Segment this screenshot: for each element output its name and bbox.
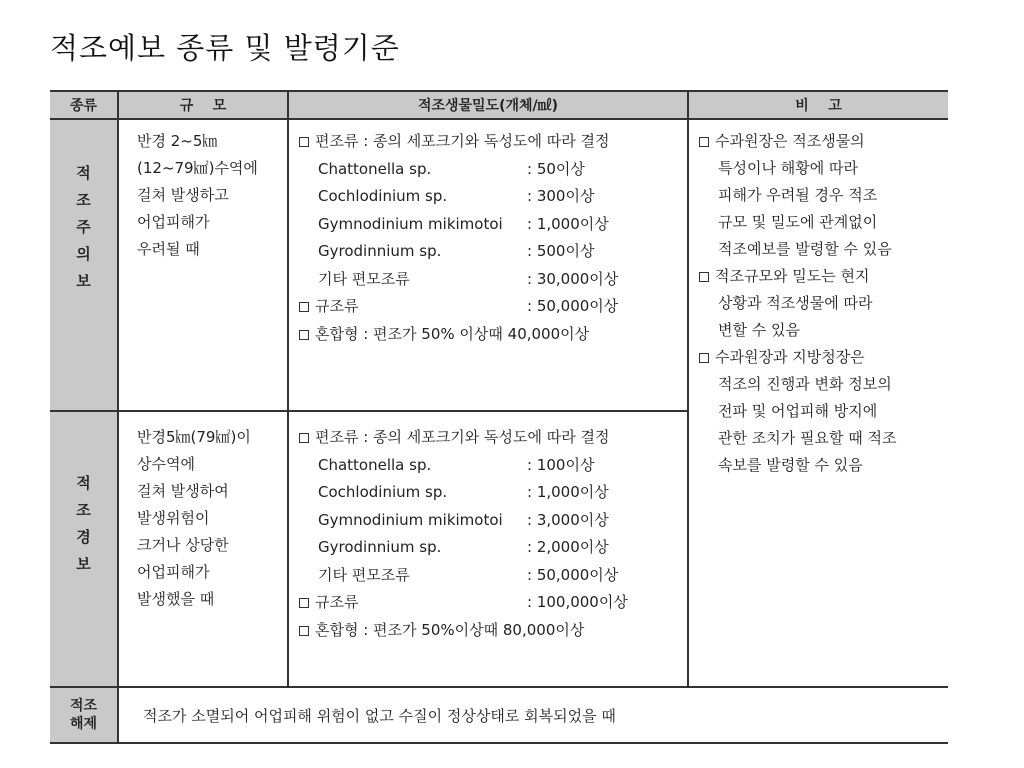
release-text: 적조가 소멸되어 어업피해 위험이 없고 수질이 정상상태로 회복되었을 때 bbox=[118, 687, 948, 743]
species-name: Chattonella sp. bbox=[318, 159, 432, 178]
species-name: 기타 편모조류 bbox=[318, 565, 410, 584]
dino-head-text: 편조류 : 종의 세포크기와 독성도에 따라 결정 bbox=[315, 428, 610, 446]
dino-head-line bbox=[299, 128, 681, 156]
species-name: Cochlodinium sp. bbox=[318, 187, 448, 205]
species-name: Chattonella sp. bbox=[318, 455, 432, 474]
scale-line: 어업피해가 bbox=[137, 213, 210, 231]
scale-line: 반경 2~5㎞ bbox=[137, 132, 218, 150]
diatom-row bbox=[299, 589, 681, 617]
warning-density bbox=[288, 411, 688, 687]
warning-label-char: 보 bbox=[76, 555, 91, 573]
species-row bbox=[299, 211, 681, 239]
checkbox-icon bbox=[299, 137, 309, 147]
species-value: : 50이상 bbox=[527, 159, 585, 178]
warning-label bbox=[50, 411, 118, 687]
mixed-text: 혼합형 : 편조가 50% 이상때 40,000이상 bbox=[315, 324, 590, 343]
species-value: : 100이상 bbox=[527, 455, 595, 474]
scale-line: 걸쳐 발생하고 bbox=[137, 186, 229, 204]
watch-label-char: 보 bbox=[76, 272, 91, 290]
remark-first-line: 수과원장은 적조생물의 bbox=[715, 132, 865, 150]
species-name: 기타 편모조류 bbox=[318, 269, 410, 288]
remark-line: 변할 수 있음 bbox=[718, 321, 800, 339]
remark-first-line: 수과원장과 지방청장은 bbox=[715, 348, 865, 366]
species-value: : 30,000이상 bbox=[527, 269, 619, 288]
checkbox-icon bbox=[299, 433, 309, 443]
dino-head-line bbox=[299, 424, 681, 452]
species-row bbox=[299, 479, 681, 507]
remark-first-line: 적조규모와 밀도는 현지 bbox=[715, 267, 870, 285]
species-value: : 300이상 bbox=[527, 187, 595, 205]
header-type: 종류 bbox=[50, 91, 118, 119]
species-value: : 1,000이상 bbox=[527, 214, 609, 233]
species-row bbox=[299, 238, 681, 266]
mixed-text: 혼합형 : 편조가 50%이상때 80,000이상 bbox=[315, 620, 585, 639]
species-row bbox=[299, 534, 681, 562]
remarks-cell bbox=[688, 119, 948, 687]
species-row bbox=[299, 452, 681, 480]
species-row bbox=[299, 507, 681, 535]
checkbox-icon bbox=[699, 353, 709, 363]
remark-line: 규모 및 밀도에 관계없이 bbox=[718, 213, 878, 231]
release-label-line: 적조 bbox=[69, 698, 98, 714]
diatom-value: : 100,000이상 bbox=[527, 593, 628, 611]
header-density: 적조생물밀도(개체/㎖) bbox=[288, 91, 688, 119]
checkbox-icon bbox=[299, 330, 309, 340]
scale-line: 크거나 상당한 bbox=[137, 536, 229, 554]
species-name: Gyrodinnium sp. bbox=[318, 242, 442, 260]
release-label-line: 해제 bbox=[69, 716, 98, 732]
diatom-name: 규조류 bbox=[315, 593, 359, 611]
remark-item bbox=[699, 344, 942, 479]
species-name: Gymnodinium mikimotoi bbox=[318, 214, 503, 233]
checkbox-icon bbox=[299, 598, 309, 608]
warning-scale bbox=[118, 411, 288, 687]
mixed-line bbox=[299, 617, 681, 645]
remark-line: 속보를 발령할 수 있음 bbox=[718, 456, 863, 474]
diatom-value: : 50,000이상 bbox=[527, 297, 619, 315]
scale-line: 반경5㎞(79㎢)이 bbox=[137, 428, 251, 446]
diatom-row bbox=[299, 293, 681, 321]
mixed-line bbox=[299, 321, 681, 349]
remark-line: 상황과 적조생물에 따라 bbox=[718, 294, 873, 312]
species-row bbox=[299, 156, 681, 184]
header-remark: 비 고 bbox=[688, 91, 948, 119]
warning-label-char: 적 bbox=[76, 474, 91, 492]
warning-label-char: 조 bbox=[76, 501, 91, 519]
scale-line: 우려될 때 bbox=[137, 240, 200, 258]
remark-item bbox=[699, 128, 942, 263]
species-value: : 50,000이상 bbox=[527, 565, 619, 584]
species-row bbox=[299, 266, 681, 294]
warning-label-char: 경 bbox=[76, 528, 91, 546]
species-value: : 1,000이상 bbox=[527, 483, 609, 501]
header-scale: 규 모 bbox=[118, 91, 288, 119]
scale-line: 어업피해가 bbox=[137, 563, 210, 581]
remark-line: 적조의 진행과 변화 정보의 bbox=[718, 375, 892, 393]
species-row bbox=[299, 562, 681, 590]
page-title: 적조예보 종류 및 발령기준 bbox=[50, 31, 400, 65]
watch-density bbox=[288, 119, 688, 411]
watch-scale bbox=[118, 119, 288, 411]
remark-line: 관한 조치가 필요할 때 적조 bbox=[718, 429, 897, 447]
species-value: : 3,000이상 bbox=[527, 510, 609, 529]
watch-label-char: 적 bbox=[76, 164, 91, 182]
checkbox-icon bbox=[699, 272, 709, 282]
scale-line: 상수역에 bbox=[137, 455, 195, 473]
scale-line: 발생위험이 bbox=[137, 509, 210, 527]
red-tide-criteria-table bbox=[50, 90, 948, 744]
scale-line: 걸쳐 발생하여 bbox=[137, 482, 229, 500]
watch-label-char: 조 bbox=[76, 191, 91, 209]
remark-item bbox=[699, 263, 942, 344]
remark-line: 특성이나 해황에 따라 bbox=[718, 159, 858, 177]
checkbox-icon bbox=[299, 626, 309, 636]
remark-line: 전파 및 어업피해 방지에 bbox=[718, 402, 878, 420]
species-name: Cochlodinium sp. bbox=[318, 483, 448, 501]
watch-label bbox=[50, 119, 118, 411]
species-value: : 2,000이상 bbox=[527, 538, 609, 556]
checkbox-icon bbox=[699, 137, 709, 147]
remark-line: 피해가 우려될 경우 적조 bbox=[718, 186, 878, 204]
scale-line: 발생했을 때 bbox=[137, 590, 215, 608]
species-name: Gyrodinnium sp. bbox=[318, 538, 442, 556]
checkbox-icon bbox=[299, 302, 309, 312]
diatom-name: 규조류 bbox=[315, 297, 359, 315]
remark-line: 적조예보를 발령할 수 있음 bbox=[718, 240, 892, 258]
row-release bbox=[50, 687, 948, 743]
species-value: : 500이상 bbox=[527, 242, 595, 260]
release-label bbox=[50, 687, 118, 743]
scale-line: (12~79㎢)수역에 bbox=[137, 159, 258, 177]
species-row bbox=[299, 183, 681, 211]
watch-label-char: 주 bbox=[76, 218, 91, 236]
watch-label-char: 의 bbox=[76, 245, 91, 263]
row-watch bbox=[50, 119, 948, 411]
species-name: Gymnodinium mikimotoi bbox=[318, 510, 503, 529]
dino-head-text: 편조류 : 종의 세포크기와 독성도에 따라 결정 bbox=[315, 132, 610, 150]
header-row bbox=[50, 91, 948, 119]
